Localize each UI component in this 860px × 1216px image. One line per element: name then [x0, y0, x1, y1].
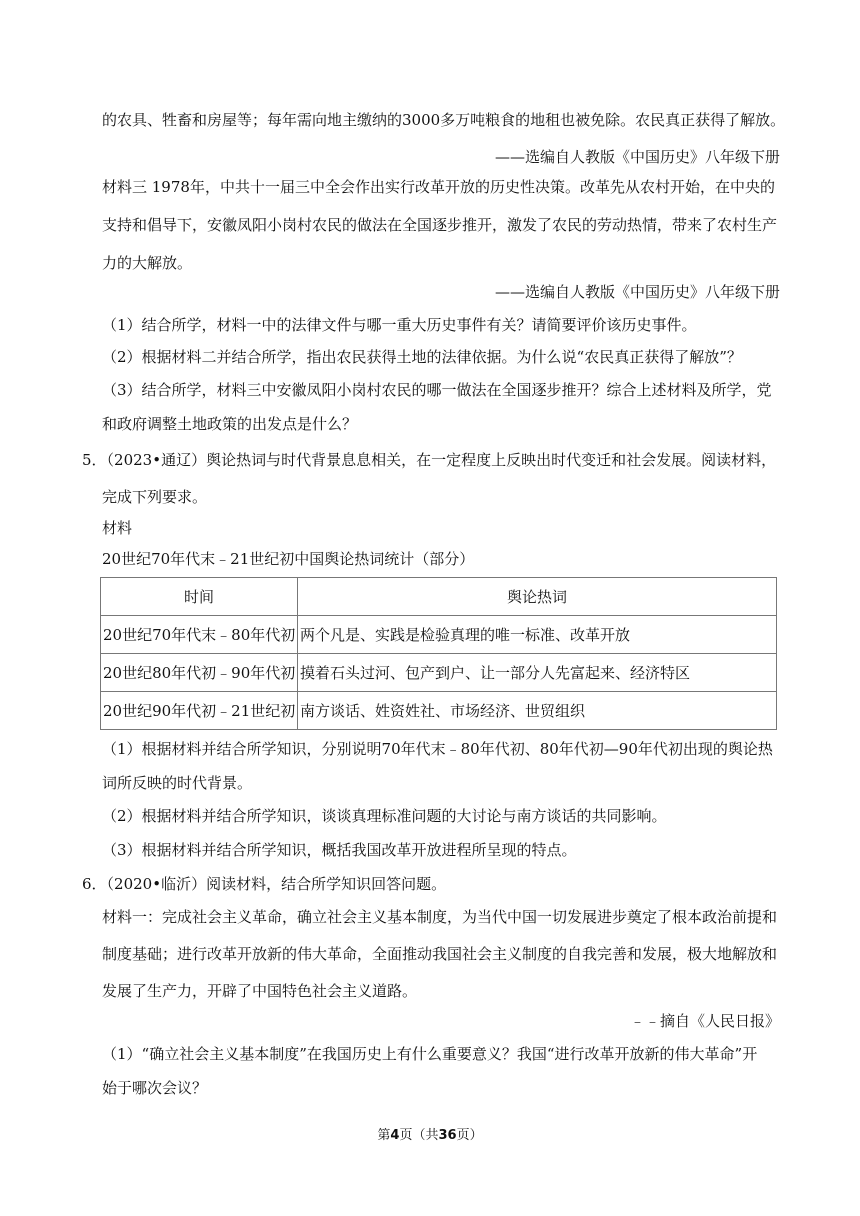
source-citation: ——选编自人教版《中国历史》八年级下册 — [494, 148, 780, 166]
table-row — [101, 654, 777, 692]
table-row — [101, 692, 777, 730]
question-item: （1）根据材料并结合所学知识，分别说明70年代末﹣80年代初、80年代初—90年代初出现的舆论热 — [102, 740, 773, 758]
table-header-cell: 舆论热词 — [298, 578, 777, 616]
footer-text: 页） — [456, 1128, 483, 1143]
text-line: 的农具、牲畜和房屋等；每年需向地主缴纳的3000多万吨粮食的地租也被免除。农民真正获得了解放。 — [102, 111, 786, 129]
table-cell: 20世纪80年代初﹣90年代初 — [101, 654, 298, 692]
hot-words-table — [100, 577, 777, 730]
material-one-line: 发展了生产力，开辟了中国特色社会主义道路。 — [102, 982, 418, 1000]
question-item: （1）结合所学，材料一中的法律文件与哪一重大历史事件有关？请简要评价该历史事件。 — [102, 316, 697, 334]
total-pages: 36 — [438, 1128, 457, 1143]
material-three-line: 材料三 1978年，中共十一届三中全会作出实行改革开放的历史性决策。改革先从农村开始，在中央的 — [102, 178, 775, 196]
question-item: 和政府调整土地政策的出发点是什么？ — [102, 415, 358, 433]
table-cell: 摸着石头过河、包产到户、让一部分人先富起来、经济特区 — [298, 654, 777, 692]
question-item: 词所反映的时代背景。 — [102, 774, 253, 792]
page-number: 4 — [390, 1128, 400, 1143]
page-footer — [0, 1127, 860, 1145]
question-item: （2）根据材料并结合所学知识，谈谈真理标准问题的大讨论与南方谈话的共同影响。 — [102, 807, 667, 825]
source-citation: ——选编自人教版《中国历史》八年级下册 — [494, 283, 780, 301]
question-heading: 完成下列要求。 — [102, 488, 208, 506]
table-cell: 20世纪70年代末﹣80年代初 — [101, 616, 298, 654]
material-three-line: 力的大解放。 — [102, 254, 193, 272]
table-header-cell: 时间 — [101, 578, 298, 616]
question-item: 始于哪次会议？ — [102, 1079, 208, 1097]
footer-text: 第 — [377, 1128, 391, 1143]
table-caption: 20世纪70年代末﹣21世纪初中国舆论热词统计（部分） — [102, 550, 475, 568]
table-header-row — [101, 578, 777, 616]
table-cell: 20世纪90年代初﹣21世纪初 — [101, 692, 298, 730]
table-cell: 两个凡是、实践是检验真理的唯一标准、改革开放 — [298, 616, 777, 654]
question-item: （2）根据材料二并结合所学，指出农民获得土地的法律依据。为什么说“农民真正获得了解放”？ — [102, 348, 742, 366]
source-citation: ﹣﹣摘自《人民日报》 — [629, 1012, 780, 1030]
question-heading: 6．（2020•临沂）阅读材料，结合所学知识回答问题。 — [82, 875, 447, 893]
question-item: （3）结合所学，材料三中安徽凤阳小岗村农民的哪一做法在全国逐步推开？综合上述材料及所学，党 — [102, 381, 772, 399]
footer-text: 页（共 — [399, 1128, 439, 1143]
table-row — [101, 616, 777, 654]
material-three-line: 支持和倡导下，安徽凤阳小岗村农民的做法在全国逐步推开，激发了农民的劳动热情，带来了农村生产 — [102, 216, 778, 234]
material-one-line: 材料一：完成社会主义革命，确立社会主义基本制度，为当代中国一切发展进步奠定了根本政治前提和 — [102, 908, 778, 926]
question-heading: 5．（2023•通辽）舆论热词与时代背景息息相关，在一定程度上反映出时代变迁和社会发展。阅读材料， — [82, 451, 777, 469]
question-item: （1）“确立社会主义基本制度”在我国历史上有什么重要意义？我国“进行改革开放新的伟大革命”开 — [102, 1045, 758, 1063]
material-one-line: 制度基础；进行改革开放新的伟大革命，全面推动我国社会主义制度的自我完善和发展，极大地解放和 — [102, 945, 778, 963]
material-label: 材料 — [102, 519, 133, 537]
table-cell: 南方谈话、姓资姓社、市场经济、世贸组织 — [298, 692, 777, 730]
question-item: （3）根据材料并结合所学知识，概括我国改革开放进程所呈现的特点。 — [102, 841, 577, 859]
